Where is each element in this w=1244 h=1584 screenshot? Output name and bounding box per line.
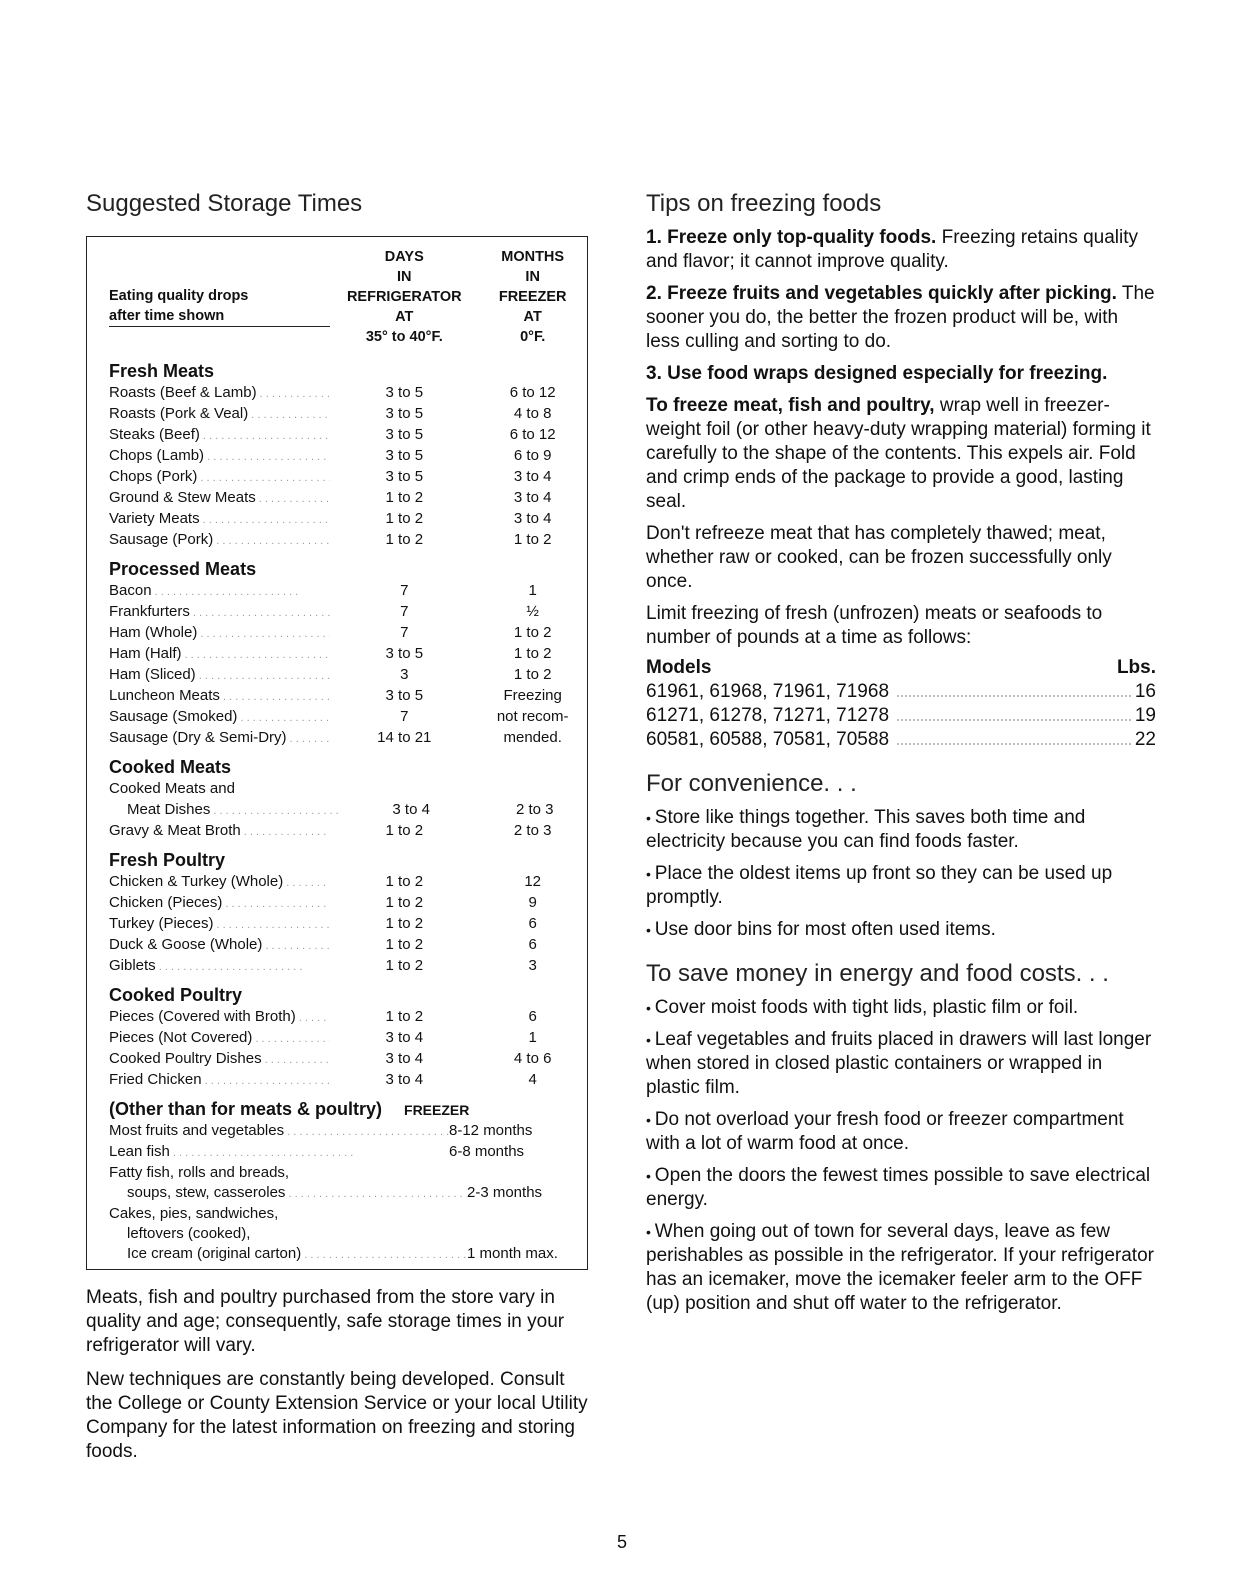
food-name: Chicken (Pieces) . . . xyxy=(109,893,330,914)
food-name: Fatty fish, rolls and breads, xyxy=(109,1164,290,1181)
food-name: Turkey (Pieces) . . . xyxy=(109,914,330,935)
bullet-icon: • xyxy=(646,1000,655,1016)
table-row xyxy=(109,1007,587,1028)
header-label-line1: Eating quality drops xyxy=(109,288,249,304)
dot-leader xyxy=(897,704,1131,721)
model-numbers: 61271, 61278, 71271, 71278 xyxy=(646,705,890,726)
months-value: 12 xyxy=(524,873,542,890)
months-value: Freezing xyxy=(503,687,562,704)
convenience-title: For convenience. . . xyxy=(646,770,857,797)
freezer-value: 1 month max. xyxy=(467,1245,558,1262)
section-title: Processed Meats xyxy=(109,559,257,579)
table-row xyxy=(109,623,587,644)
food-name: Sausage (Smoked) . . . xyxy=(109,707,330,728)
food-name: leftovers (cooked), xyxy=(127,1225,251,1242)
table-sections xyxy=(109,359,587,1091)
tip-paragraph xyxy=(646,226,1156,274)
header-months-line: AT xyxy=(523,309,542,325)
months-value: 1 xyxy=(528,582,537,599)
tip-text: wrap well in freezer-weight foil (or other heavy-duty wrapping material) forming it carefully to the shape of the contents. This expels air. Fold and crimp ends of the package to provide a good, lasting seal. xyxy=(646,395,1151,512)
bullet-item xyxy=(646,1164,1156,1212)
food-name: Ham (Sliced) . . . xyxy=(109,665,330,686)
days-value: 7 xyxy=(400,603,409,620)
food-name: Cakes, pies, sandwiches, xyxy=(109,1205,279,1222)
page-number: 5 xyxy=(616,1532,627,1552)
food-name: Roasts (Beef & Lamb) . . . xyxy=(109,383,330,404)
months-value: 1 xyxy=(528,1029,537,1046)
section-title: Fresh Poultry xyxy=(109,850,226,870)
freezing-tips-title: Tips on freezing foods xyxy=(646,190,882,217)
tip-paragraph xyxy=(646,362,1156,386)
lbs-value: 19 xyxy=(1134,705,1156,726)
table-row xyxy=(109,665,587,686)
right-column xyxy=(646,190,1156,1316)
days-value: 3 to 5 xyxy=(385,384,424,401)
food-name: Gravy & Meat Broth . . . xyxy=(109,821,330,842)
months-value: mended. xyxy=(503,729,562,746)
table-row xyxy=(109,914,587,935)
food-name: Fried Chicken . . . xyxy=(109,1070,330,1091)
bullet-item xyxy=(646,1108,1156,1156)
months-value: 4 to 8 xyxy=(513,405,552,422)
days-value: 1 to 2 xyxy=(385,489,424,506)
tip-bold: 3. Use food wraps designed especially for freezing. xyxy=(646,363,1108,384)
table-row xyxy=(109,1121,587,1142)
table-row xyxy=(109,1070,587,1091)
food-name: Ice cream (original carton) . . . xyxy=(109,1244,467,1265)
save-money-list xyxy=(646,996,1156,1316)
bullet-icon: • xyxy=(646,1032,655,1048)
table-row xyxy=(109,707,587,728)
days-value: 7 xyxy=(400,582,409,599)
section-title: Cooked Meats xyxy=(109,757,232,777)
table-row xyxy=(109,467,587,488)
food-name: Pieces (Covered with Broth) . . . xyxy=(109,1007,330,1028)
days-value: 7 xyxy=(400,624,409,641)
header-months xyxy=(478,247,587,347)
bullet-icon: • xyxy=(646,1224,655,1240)
freezer-value xyxy=(449,1163,587,1183)
months-value: not recom- xyxy=(496,708,569,725)
months-value: 6 to 9 xyxy=(513,447,552,464)
model-row xyxy=(646,728,1156,752)
food-name: Cooked Meats and xyxy=(109,780,235,797)
freezer-value: 8-12 months xyxy=(449,1122,533,1139)
bullet-text: Use door bins for most often used items. xyxy=(654,919,996,940)
food-name: Chops (Lamb) . . . xyxy=(109,446,330,467)
food-name: Steaks (Beef) . . . xyxy=(109,425,330,446)
freezer-value: 2-3 months xyxy=(467,1184,543,1201)
dot-leader xyxy=(897,728,1131,745)
table-row xyxy=(109,893,587,914)
bullet-item xyxy=(646,918,1156,942)
days-value: 3 to 4 xyxy=(385,1050,424,1067)
days-value: 3 to 4 xyxy=(385,1029,424,1046)
table-row xyxy=(109,800,587,821)
models-table xyxy=(646,656,1156,752)
days-value: 3 to 5 xyxy=(385,426,424,443)
table-row xyxy=(109,581,587,602)
food-name: Pieces (Not Covered) . . . xyxy=(109,1028,330,1049)
food-name: Duck & Goose (Whole) . . . xyxy=(109,935,330,956)
table-row xyxy=(109,509,587,530)
table-row xyxy=(109,872,587,893)
food-name: Giblets . . . xyxy=(109,956,330,977)
months-value: 3 to 4 xyxy=(513,468,552,485)
storage-times-table xyxy=(86,236,588,1270)
days-value: 14 to 21 xyxy=(377,729,432,746)
days-value: 3 to 5 xyxy=(385,687,424,704)
tip-bold: 1. Freeze only top-quality foods. xyxy=(646,227,937,248)
tip-paragraph xyxy=(646,282,1156,354)
table-row xyxy=(109,779,587,800)
bullet-icon: • xyxy=(646,922,655,938)
table-row xyxy=(109,1244,587,1265)
model-row xyxy=(646,680,1156,704)
other-rows xyxy=(109,1121,587,1265)
days-value: 3 to 5 xyxy=(385,468,424,485)
save-money-title: To save money in energy and food costs. . . xyxy=(646,960,1109,987)
models-header xyxy=(646,656,1156,680)
other-section-header xyxy=(109,1097,587,1121)
header-months-line: IN xyxy=(525,269,540,285)
food-name: Most fruits and vegetables . . . xyxy=(109,1121,449,1142)
days-value: 1 to 2 xyxy=(385,822,424,839)
header-days-line: 35° to 40°F. xyxy=(365,329,443,345)
table-row xyxy=(109,686,587,707)
bullet-icon: • xyxy=(646,810,655,826)
food-name: Frankfurters . . . xyxy=(109,602,330,623)
days-value: 1 to 2 xyxy=(385,873,424,890)
table-row xyxy=(109,488,587,509)
bullet-text: Leaf vegetables and fruits placed in drawers will last longer when stored in closed plastic containers or wrapped in plastic film. xyxy=(646,1029,1152,1098)
tip-paragraph xyxy=(646,602,1156,650)
section-title: (Other than for meats & poultry) xyxy=(109,1099,383,1119)
table-row xyxy=(109,644,587,665)
months-value: 6 xyxy=(528,936,537,953)
tip-text: The sooner you do, the better the frozen product will be, with less culling and sorting to do. xyxy=(646,283,1155,352)
days-value: 3 to 5 xyxy=(385,645,424,662)
days-value: 3 to 5 xyxy=(385,405,424,422)
bullet-item xyxy=(646,1220,1156,1316)
days-value: 1 to 2 xyxy=(385,510,424,527)
months-value: ½ xyxy=(526,603,539,620)
months-value: 6 xyxy=(528,915,537,932)
months-value: 4 to 6 xyxy=(513,1050,552,1067)
bullet-text: When going out of town for several days, leave as few perishables as possible in the refrigerator. If your refrigerator has an icemaker, move the icemaker feeler arm to the OFF (up) position and shut off water to the refrigerator. xyxy=(646,1221,1154,1314)
models-header-label: Models xyxy=(646,657,712,678)
days-value: 1 to 2 xyxy=(385,915,424,932)
model-numbers: 60581, 60588, 70581, 70588 xyxy=(646,729,890,750)
table-row xyxy=(109,935,587,956)
food-name: Lean fish . . . xyxy=(109,1142,449,1163)
food-name: Luncheon Meats . . . xyxy=(109,686,330,707)
bullet-text: Place the oldest items up front so they can be used up promptly. xyxy=(646,863,1113,908)
paragraph-storage-variance: Meats, fish and poultry purchased from the store vary in quality and age; consequently, safe storage times in your refrigerator will vary. xyxy=(86,1287,565,1356)
months-value: 1 to 2 xyxy=(513,666,552,683)
table-row xyxy=(109,602,587,623)
months-value: 2 to 3 xyxy=(515,801,554,818)
header-label xyxy=(109,286,330,327)
lbs-value: 16 xyxy=(1134,681,1156,702)
section-title: Cooked Poultry xyxy=(109,985,243,1005)
days-value: 1 to 2 xyxy=(385,894,424,911)
freezer-label: FREEZER xyxy=(404,1102,470,1118)
months-value: 3 xyxy=(528,957,537,974)
lbs-header-label: Lbs. xyxy=(1116,657,1156,678)
table-row xyxy=(109,821,587,842)
table-row xyxy=(109,1028,587,1049)
table-row xyxy=(109,956,587,977)
food-name: Bacon . . . xyxy=(109,581,330,602)
header-days-line: DAYS xyxy=(384,249,424,265)
months-value: 1 to 2 xyxy=(513,624,552,641)
bullet-text: Store like things together. This saves both time and electricity because you can find foods faster. xyxy=(646,807,1086,852)
food-name: Roasts (Pork & Veal) . . . xyxy=(109,404,330,425)
bullet-item xyxy=(646,1028,1156,1100)
table-row xyxy=(109,1183,587,1204)
header-label-line2: after time shown xyxy=(109,308,225,324)
food-name: Meat Dishes . . . xyxy=(109,800,340,821)
tip-bold: To freeze meat, fish and poultry, xyxy=(646,395,935,416)
section-title: Fresh Meats xyxy=(109,361,215,381)
table-row xyxy=(109,1224,587,1244)
food-name: Chops (Pork) . . . xyxy=(109,467,330,488)
storage-times-title: Suggested Storage Times xyxy=(86,190,363,217)
lbs-value: 22 xyxy=(1134,729,1156,750)
model-numbers: 61961, 61968, 71961, 71968 xyxy=(646,681,890,702)
table-row xyxy=(109,425,587,446)
food-name: Ham (Whole) . . . xyxy=(109,623,330,644)
months-value: 3 to 4 xyxy=(513,510,552,527)
days-value: 3 to 4 xyxy=(392,801,430,818)
header-months-line: 0°F. xyxy=(520,329,546,345)
months-value xyxy=(478,779,587,800)
days-value: 1 to 2 xyxy=(385,936,424,953)
food-name: Ham (Half) . . . xyxy=(109,644,330,665)
days-value: 3 to 5 xyxy=(385,447,424,464)
months-value: 6 to 12 xyxy=(509,384,556,401)
tip-text: Freezing retains quality and flavor; it cannot improve quality. xyxy=(646,227,1139,272)
header-months-line: FREEZER xyxy=(498,289,567,305)
food-name: Sausage (Dry & Semi-Dry) . . . xyxy=(109,728,330,749)
days-value: 3 xyxy=(400,666,409,683)
header-days-line: AT xyxy=(395,309,414,325)
bullet-icon: • xyxy=(646,1112,655,1128)
bullet-icon: • xyxy=(646,1168,655,1184)
food-name: Chicken & Turkey (Whole) . . . xyxy=(109,872,330,893)
freezer-value xyxy=(467,1224,587,1244)
months-value: 4 xyxy=(528,1071,537,1088)
months-value: 6 xyxy=(528,1008,537,1025)
header-days-line: IN xyxy=(397,269,412,285)
table-row xyxy=(109,404,587,425)
convenience-list xyxy=(646,806,1156,942)
food-name: Ground & Stew Meats . . . xyxy=(109,488,330,509)
tip-paragraph xyxy=(646,394,1156,514)
bullet-text: Cover moist foods with tight lids, plastic film or foil. xyxy=(654,997,1079,1018)
bullet-item xyxy=(646,806,1156,854)
freezer-value xyxy=(449,1204,587,1224)
days-value: 1 to 2 xyxy=(385,531,424,548)
table-row xyxy=(109,1049,587,1070)
paragraph-new-techniques: New techniques are constantly being developed. Consult the College or County Extension Service or your local Utility Company for the latest information on freezing and storing foods. xyxy=(86,1369,588,1462)
table-row xyxy=(109,1204,587,1224)
tip-paragraph xyxy=(646,522,1156,594)
left-column xyxy=(86,190,588,1464)
bullet-text: Do not overload your fresh food or freezer compartment with a lot of warm food at once. xyxy=(646,1109,1124,1154)
months-value: 3 to 4 xyxy=(513,489,552,506)
table-row xyxy=(109,383,587,404)
tip-text: Don't refreeze meat that has completely thawed; meat, whether raw or cooked, can be frozen successfully only once. xyxy=(646,523,1112,592)
days-value: 7 xyxy=(400,708,409,725)
table-row xyxy=(109,446,587,467)
header-months-line: MONTHS xyxy=(501,249,565,265)
food-name: Variety Meats . . . xyxy=(109,509,330,530)
bullet-icon: • xyxy=(646,866,655,882)
bullet-item xyxy=(646,996,1156,1020)
months-value: 9 xyxy=(528,894,537,911)
months-value: 1 to 2 xyxy=(513,531,552,548)
food-name: Sausage (Pork) . . . xyxy=(109,530,330,551)
food-name: soups, stew, casseroles . . . xyxy=(109,1183,467,1204)
bullet-text: Open the doors the fewest times possible to save electrical energy. xyxy=(646,1165,1151,1210)
days-value: 3 to 4 xyxy=(385,1071,424,1088)
tip-text: Limit freezing of fresh (unfrozen) meats or seafoods to number of pounds at a time as follows: xyxy=(646,603,1103,648)
table-row xyxy=(109,728,587,749)
months-value: 1 to 2 xyxy=(513,645,552,662)
bullet-item xyxy=(646,862,1156,910)
header-days-line: REFRIGERATOR xyxy=(346,289,462,305)
freezer-value: 6-8 months xyxy=(449,1143,525,1160)
table-row xyxy=(109,530,587,551)
days-value: 1 to 2 xyxy=(385,957,424,974)
model-row xyxy=(646,704,1156,728)
dot-leader xyxy=(897,680,1131,697)
table-row xyxy=(109,1163,587,1183)
days-value xyxy=(330,779,478,800)
tip-bold: 2. Freeze fruits and vegetables quickly after picking. xyxy=(646,283,1117,304)
months-value: 2 to 3 xyxy=(513,822,552,839)
food-name: Cooked Poultry Dishes . . . xyxy=(109,1049,330,1070)
table-row xyxy=(109,1142,587,1163)
header-days xyxy=(330,247,478,347)
freezing-tips xyxy=(646,226,1156,650)
months-value: 6 to 12 xyxy=(509,426,556,443)
days-value: 1 to 2 xyxy=(385,1008,424,1025)
table-header xyxy=(109,247,587,347)
